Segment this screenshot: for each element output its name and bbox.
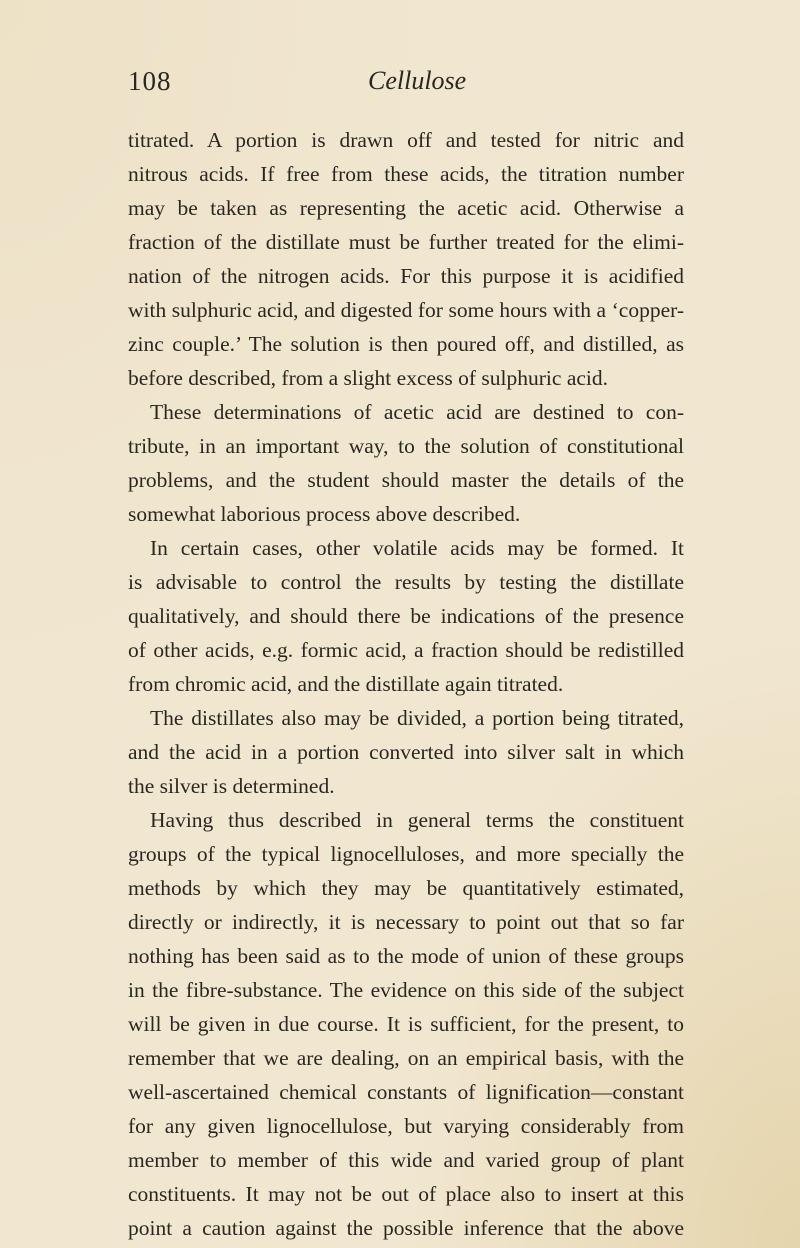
text-line: fraction of the distillate must be further treated for the elimi- — [128, 230, 684, 254]
running-head — [128, 66, 684, 106]
text-line: somewhat laborious process above described. — [128, 502, 521, 526]
text-line: Having thus described in general terms the constituent — [150, 808, 684, 832]
text-line: zinc couple.’ The solution is then poured off, and distilled, as — [128, 332, 684, 356]
text-line: for any given lignocellulose, but varying considerably from — [128, 1114, 684, 1138]
text-line: tribute, in an important way, to the solution of constitutional — [128, 434, 684, 458]
text-line: In certain cases, other volatile acids may be formed. It — [150, 536, 684, 560]
text-line: problems, and the student should master the details of the — [128, 468, 684, 492]
text-line: constituents. It may not be out of place also to insert at this — [128, 1182, 684, 1206]
text-line: may be taken as representing the acetic acid. Otherwise a — [128, 196, 684, 220]
text-line: and the acid in a portion converted into silver salt in which — [128, 740, 684, 764]
text-line: methods by which they may be quantitatively estimated, — [128, 876, 684, 900]
text-line: from chromic acid, and the distillate again titrated. — [128, 672, 564, 696]
text-line: well-ascertained chemical constants of lignification—constant — [128, 1080, 684, 1104]
text-line: groups of the typical lignocelluloses, and more specially the — [128, 842, 684, 866]
text-line: with sulphuric acid, and digested for some hours with a ‘copper- — [128, 298, 684, 322]
text-line: titrated. A portion is drawn off and tested for nitric and — [128, 128, 684, 152]
text-line: These determinations of acetic acid are destined to con- — [150, 400, 684, 424]
text-line: point a caution against the possible inference that the above — [128, 1216, 684, 1240]
text-line: member to member of this wide and varied group of plant — [128, 1148, 684, 1172]
text-line: qualitatively, and should there be indications of the presence — [128, 604, 684, 628]
text-line: The distillates also may be divided, a portion being titrated, — [150, 706, 684, 730]
page-number: 108 — [128, 66, 172, 96]
body-text — [128, 123, 684, 1245]
text-line: remember that we are dealing, on an empirical basis, with the — [128, 1046, 684, 1070]
running-title: Cellulose — [368, 66, 467, 95]
text-line: will be given in due course. It is sufficient, for the present, to — [128, 1012, 684, 1036]
text-line: is advisable to control the results by testing the distillate — [128, 570, 684, 594]
text-line: nitrous acids. If free from these acids, the titration number — [128, 162, 684, 186]
text-line: the silver is determined. — [128, 774, 335, 798]
text-line: of other acids, e.g. formic acid, a fraction should be redistilled — [128, 638, 684, 662]
text-line: in the fibre-substance. The evidence on this side of the subject — [128, 978, 684, 1002]
text-line: nation of the nitrogen acids. For this purpose it is acidified — [128, 264, 684, 288]
text-line: nothing has been said as to the mode of union of these groups — [128, 944, 684, 968]
text-line: before described, from a slight excess of sulphuric acid. — [128, 366, 609, 390]
text-line: directly or indirectly, it is necessary to point out that so far — [128, 910, 684, 934]
